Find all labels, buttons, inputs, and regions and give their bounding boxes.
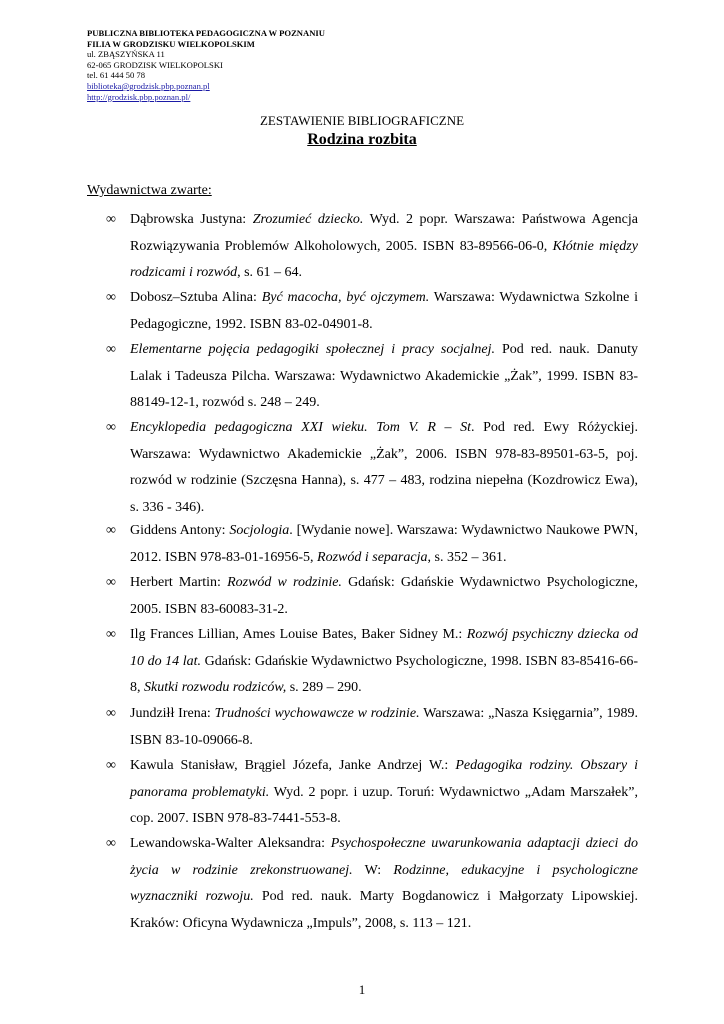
entry-text: Dobosz–Sztuba Alina: Być macocha, być ojczymem. Warszawa: Wydawnictwa Szkolne i Pedagogiczne, 1992. ISBN 83-02-04901-8.	[130, 290, 638, 332]
section-heading: Wydawnictwa zwarte:	[87, 183, 212, 198]
library-street: ul. ZBĄSZYŃSKA 11	[87, 49, 165, 60]
library-header	[87, 28, 325, 102]
infinity-bullet-icon: ∞	[106, 836, 116, 851]
entry-text: Dąbrowska Justyna: Zrozumieć dziecko. Wyd. 2 popr. Warszawa: Państwowa Agencja Rozwiązywania Problemów Alkoholowych, 2005. ISBN 83-89566-06-0, Kłótnie między rodzicami i rozwód, s. 61 – 64.	[130, 212, 638, 280]
entry-text: Jundziłł Irena: Trudności wychowawcze w rodzinie. Warszawa: „Nasza Księgarnia”, 1989. ISBN 83-10-09066-8.	[130, 706, 639, 748]
page-number: 1	[358, 982, 366, 997]
infinity-bullet-icon: ∞	[106, 420, 116, 435]
entry-text: Lewandowska-Walter Aleksandra: Psychospołeczne uwarunkowania adaptacji dzieci do życia w rodzinie zrekonstruowanej. W: Rodzinne, edukacyjne i psychologiczne wyznaczniki rozwoju. Pod red. nauk. Marty Bogdanowicz i Małgorzaty Lipowskiej. Kraków: Oficyna Wydawnicza „Impuls”, 2008, s. 113 – 121.	[130, 836, 639, 931]
library-email-link[interactable]: biblioteka@grodzisk.pbp.poznan.pl	[87, 80, 210, 91]
infinity-bullet-icon: ∞	[106, 575, 116, 590]
document-type: ZESTAWIENIE BIBLIOGRAFICZNE	[259, 113, 465, 128]
infinity-bullet-icon: ∞	[106, 523, 116, 538]
entry-text: Giddens Antony: Socjologia. [Wydanie nowe]. Warszawa: Wydawnictwo Naukowe PWN, 2012. ISBN 978-83-01-16956-5, Rozwód i separacja, s. 352 – 361.	[130, 523, 638, 565]
infinity-bullet-icon: ∞	[106, 290, 116, 305]
document-title: Rodzina rozbita	[307, 131, 417, 148]
entry-text: Elementarne pojęcia pedagogiki społecznej i pracy socjalnej. Pod red. nauk. Danuty Lalak i Tadeusza Pilcha. Warszawa: Wydawnictwo Akademickie „Żak”, 1999. ISBN 83-88149-12-1, rozwód s. 248 – 249.	[130, 342, 639, 410]
entry-text: Encyklopedia pedagogiczna XXI wieku. Tom V. R – St. Pod red. Ewy Różyckiej. Warszawa: Wydawnictwo Akademickie „Żak”, 2006. ISBN 978-83-89501-63-5, poj. rozwód w rodzinie (Szczęsna Hanna), s. 477 – 483, rodzina niepełna (Kozdrowicz Ewa), s. 336 - 346).	[130, 420, 638, 515]
library-phone: tel. 61 444 50 78	[87, 70, 146, 81]
infinity-bullet-icon: ∞	[106, 212, 116, 227]
library-city: 62-065 GRODZISK WIELKOPOLSKI	[87, 59, 223, 70]
library-branch: FILIA W GRODZISKU WIELKOPOLSKIM	[87, 38, 255, 49]
entry-text: Ilg Frances Lillian, Ames Louise Bates, Baker Sidney M.: Rozwój psychiczny dziecka od 10 do 14 lat. Gdańsk: Gdańskie Wydawnictwo Psychologiczne, 1998. ISBN 83-85416-66-8, Skutki rozwodu rodziców, s. 289 – 290.	[130, 627, 638, 695]
infinity-bullet-icon: ∞	[106, 706, 116, 721]
entry-text: Kawula Stanisław, Brągiel Józefa, Janke Andrzej W.: Pedagogika rodziny. Obszary i panorama problematyki. Wyd. 2 popr. i uzup. Toruń: Wydawnictwo „Adam Marszałek”, cop. 2007. ISBN 978-83-7441-553-8.	[130, 758, 638, 826]
entry-text: Herbert Martin: Rozwód w rodzinie. Gdańsk: Gdańskie Wydawnictwo Psychologiczne, 2005. ISBN 83-60083-31-2.	[130, 575, 638, 617]
infinity-bullet-icon: ∞	[106, 758, 116, 773]
infinity-bullet-icon: ∞	[106, 342, 116, 357]
library-website-link[interactable]: http://grodzisk.pbp.poznan.pl/	[87, 91, 191, 102]
library-name: PUBLICZNA BIBLIOTEKA PEDAGOGICZNA W POZNANIU	[87, 28, 325, 38]
infinity-bullet-icon: ∞	[106, 627, 116, 642]
